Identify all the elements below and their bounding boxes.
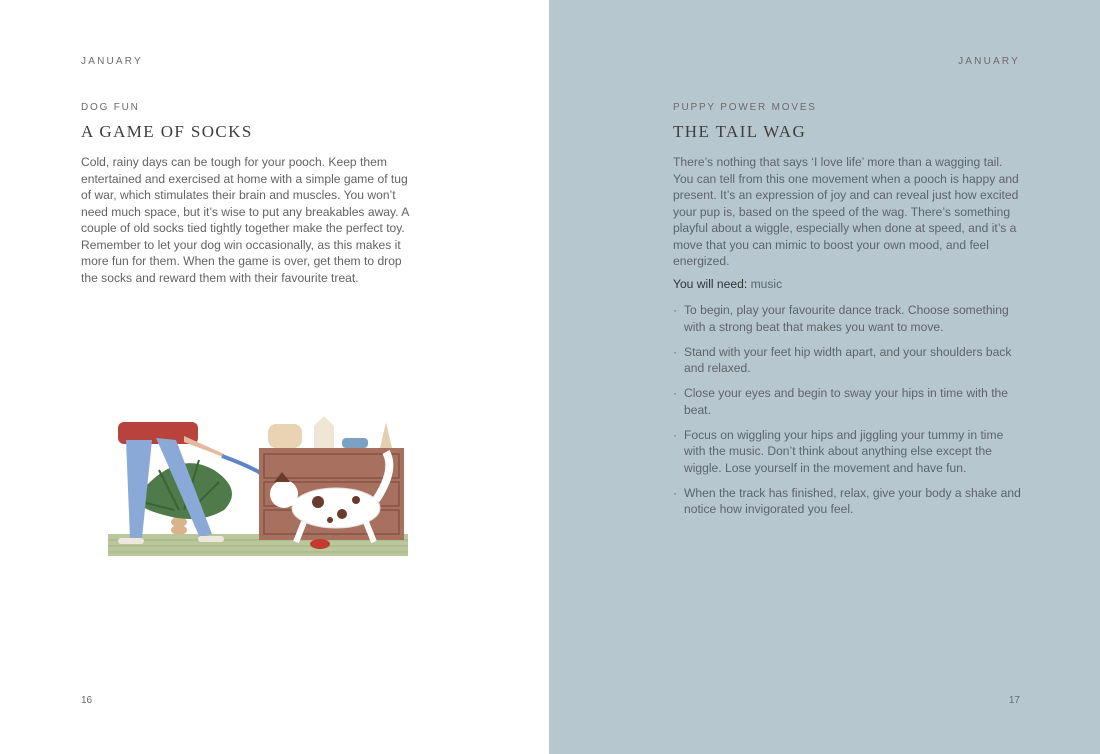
step-text: To begin, play your favourite dance track. Choose something with a strong beat that makes you want to move. <box>684 303 1009 334</box>
bullet-icon: · <box>673 485 678 500</box>
article-body: There’s nothing that says ‘I love life’ more than a wagging tail. You can tell from this one movement when a pooch is happy and present. It’s an expression of joy and can reveal just how excited your pup is, based on the speed of the wag. There’s something playful about a wiggle, especially when done at speed, and it’s a move that you can mimic to boost your own mood, and feel energized. <box>673 155 1019 268</box>
right-page <box>549 0 1100 754</box>
left-page <box>0 0 549 754</box>
bullet-icon: · <box>673 386 678 400</box>
requirements-label: You will need: <box>673 277 748 291</box>
section-kicker: PUPPY POWER MOVES <box>673 102 817 113</box>
section-kicker: DOG FUN <box>81 102 140 113</box>
bullet-icon: · <box>673 344 678 359</box>
list-item <box>673 302 1023 335</box>
list-item <box>673 427 1023 477</box>
bullet-icon: · <box>673 303 678 317</box>
steps-list <box>673 302 1023 526</box>
requirements-line <box>673 277 782 291</box>
article-body: Cold, rainy days can be tough for your pooch. Keep them entertained and exercised at home with a simple game of tug of war, which stimulates their brain and muscles. You won’t need much space, but it’s wise to put any breakables away. A couple of old socks tied tightly together make the perfect toy. Remember to let your dog win occasionally, as this makes it more fun for them. When the game is over, get them to drop the socks and reward them with their favourite treat. <box>81 155 409 285</box>
step-text: Stand with your feet hip width apart, and your shoulders back and relaxed. <box>684 344 1012 375</box>
list-item <box>673 385 1023 418</box>
toy-icon <box>310 539 330 549</box>
requirements-value: music <box>750 277 783 291</box>
step-text: Close your eyes and begin to sway your hips in time with the beat. <box>684 386 1009 417</box>
list-item <box>673 344 1023 377</box>
tug-of-war-dog-illustration <box>104 410 414 562</box>
running-head: JANUARY <box>81 56 143 67</box>
step-text: Focus on wiggling your hips and jiggling your tummy in time with the music. Don’t think about anything else except the wiggle. Lose yourself in the movement and have fun. <box>684 427 1004 475</box>
running-head: JANUARY <box>958 56 1020 67</box>
bullet-icon: · <box>673 427 678 442</box>
step-text: When the track has finished, relax, give your body a shake and notice how invigorated you feel. <box>684 485 1021 516</box>
list-item <box>673 485 1023 518</box>
page-number: 16 <box>81 695 93 706</box>
article-title: THE TAIL WAG <box>673 122 807 141</box>
page-number: 17 <box>1008 695 1020 706</box>
article-title: A GAME OF SOCKS <box>81 122 253 141</box>
